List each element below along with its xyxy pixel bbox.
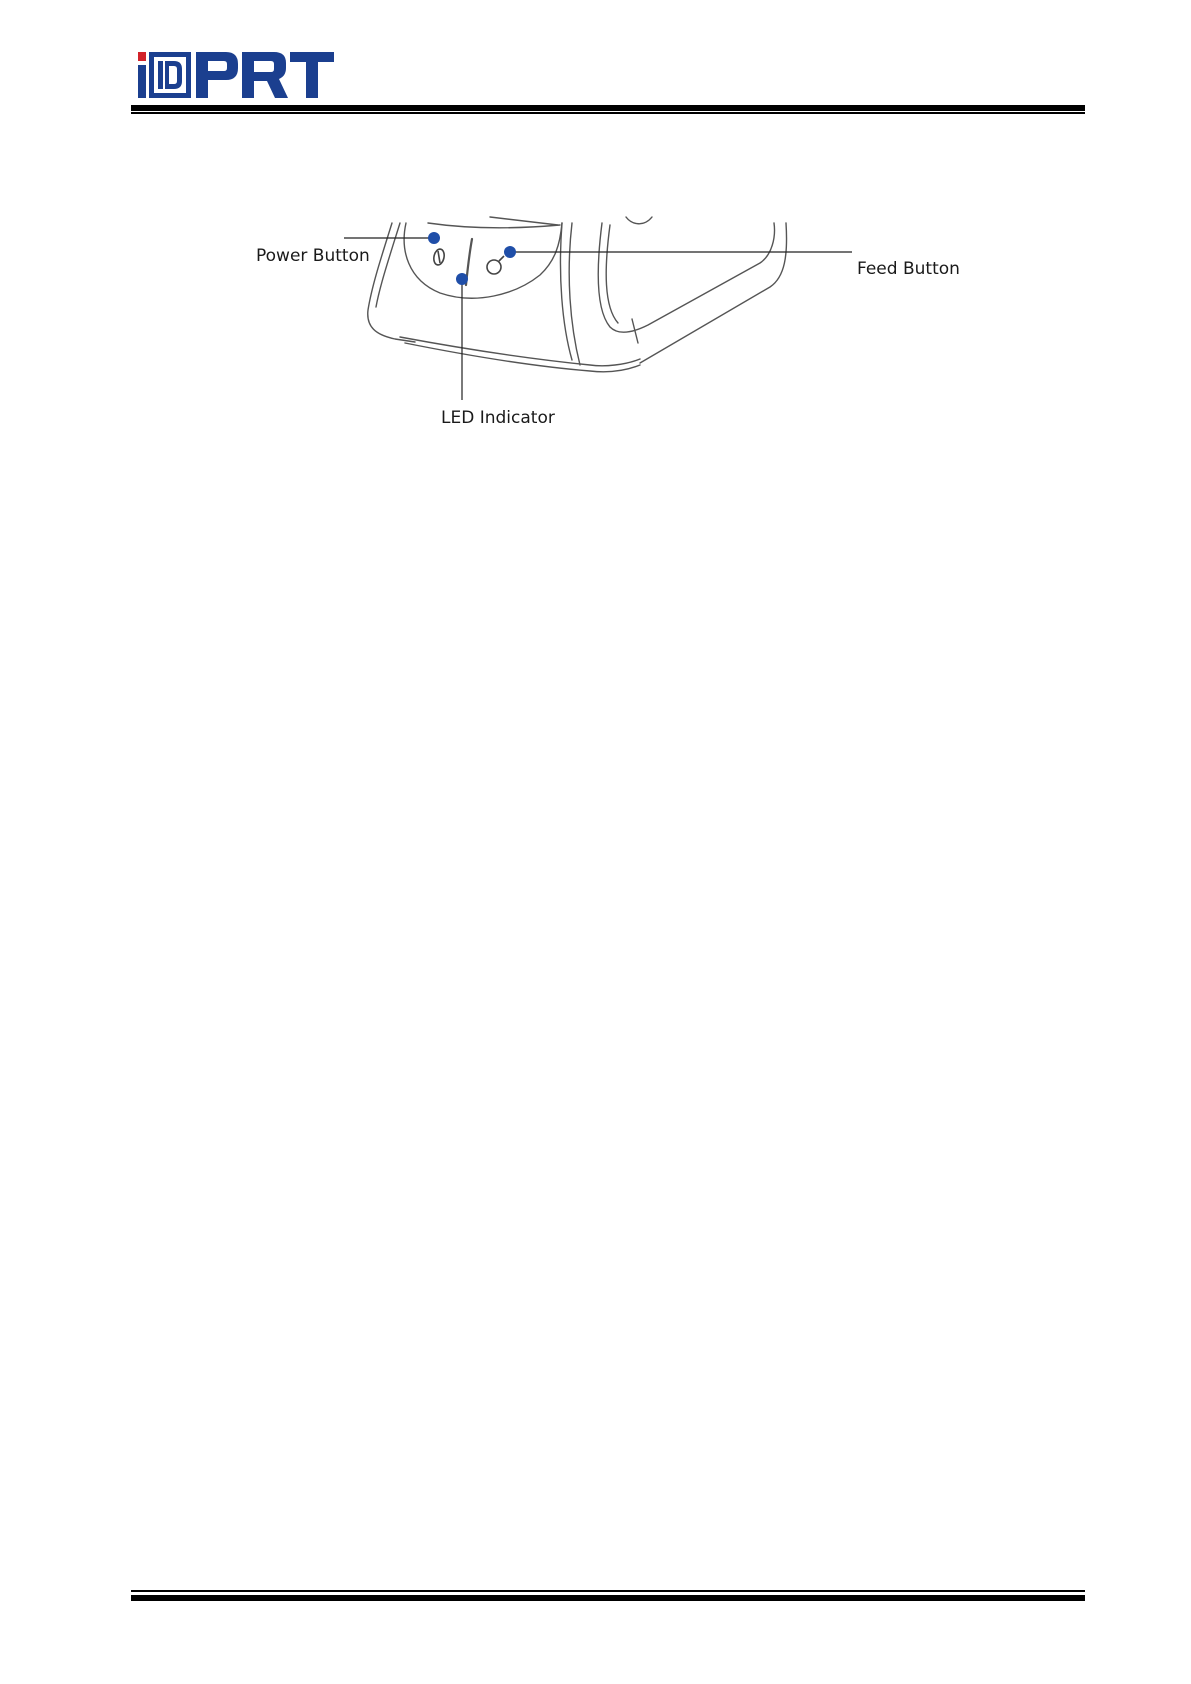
printer-base-edge — [400, 337, 640, 366]
brand-logo — [138, 52, 334, 98]
feed-icon — [487, 256, 504, 274]
power-button-label: Power Button — [256, 246, 370, 266]
page-header — [0, 0, 1191, 120]
power-icon — [432, 248, 445, 266]
printer-control-panel-figure — [240, 215, 960, 440]
printer-body-left — [368, 223, 415, 342]
logo-i-stem — [138, 65, 146, 98]
footer-rule-thin — [131, 1590, 1085, 1592]
power-button-marker — [428, 232, 440, 244]
printer-body-right — [598, 223, 774, 332]
led-indicator-marker — [456, 273, 468, 285]
page-footer — [0, 1590, 1191, 1610]
header-rule-thin — [131, 112, 1085, 114]
logo-p — [196, 52, 238, 98]
feed-button-label: Feed Button — [857, 259, 960, 279]
logo-i-dot — [138, 52, 146, 61]
logo-r — [242, 52, 288, 98]
paper-slot — [428, 223, 560, 228]
led-indicator-label: LED Indicator — [441, 408, 555, 428]
header-rule — [131, 105, 1085, 111]
cover-latch — [626, 217, 652, 224]
logo-t — [290, 52, 334, 98]
control-panel-outline — [404, 223, 562, 298]
feed-button-marker — [504, 246, 516, 258]
footer-rule — [131, 1595, 1085, 1601]
